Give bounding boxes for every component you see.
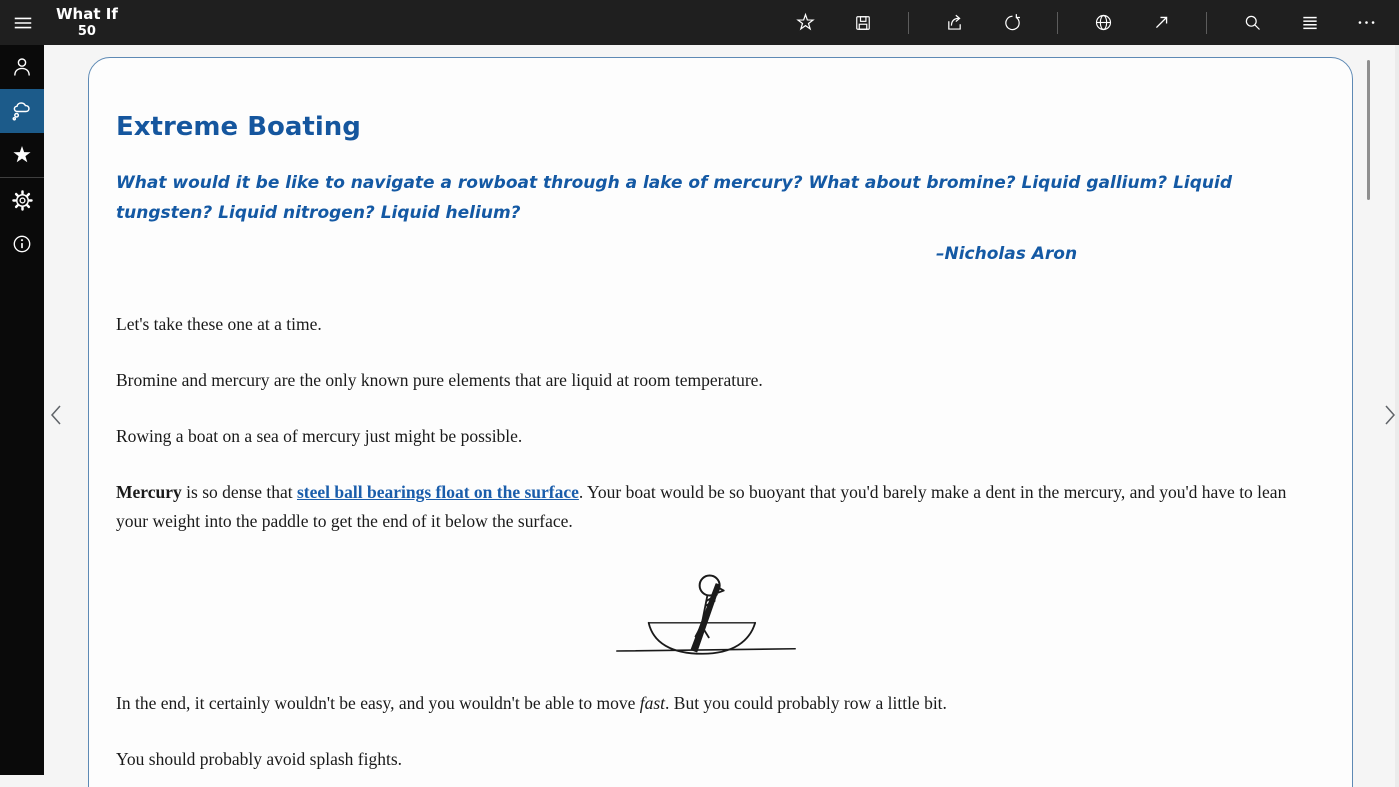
sidebar-item-profile[interactable] (0, 45, 44, 89)
info-icon (11, 233, 33, 255)
ball-bearings-link[interactable]: steel ball bearings float on the surface (296, 482, 579, 502)
more-button[interactable] (1339, 0, 1393, 45)
sidebar-item-favorites[interactable] (0, 133, 44, 177)
share-icon (944, 12, 965, 33)
search-icon (1242, 12, 1263, 33)
favorite-star-icon (795, 12, 816, 33)
chevron-left-icon (49, 403, 63, 427)
italic-text: fast (639, 693, 666, 713)
person-icon (10, 55, 34, 79)
article-title: Extreme Boating (116, 112, 361, 142)
list-button[interactable] (1281, 0, 1339, 45)
more-ellipsis-icon (1356, 12, 1377, 33)
paragraph: Mercury is so dense that steel ball bearings float on the surface. Your boat would be so buoyant that you'd barely make a dent in the mercury, and you'd have to lean your weight into the paddle to get the end of it below the surface. (116, 482, 1287, 531)
paragraph: Rowing a boat on a sea of mercury just might be possible. (116, 426, 523, 446)
favorite-button[interactable] (776, 0, 834, 45)
star-filled-icon (10, 143, 34, 167)
top-app-bar (0, 0, 1399, 45)
gear-icon (11, 189, 34, 212)
hamburger-menu-button[interactable] (0, 0, 46, 45)
open-external-button[interactable] (1132, 0, 1190, 45)
sidebar-nav (0, 45, 44, 775)
chevron-right-icon (1383, 403, 1397, 427)
sidebar-item-what-if[interactable] (0, 89, 44, 133)
rowboat-illustration (116, 570, 1295, 662)
paragraph: You should probably avoid splash fights. (116, 749, 403, 769)
article-page (88, 57, 1353, 787)
thought-bubble-icon (10, 99, 35, 124)
refresh-icon (1002, 12, 1023, 33)
globe-icon (1093, 12, 1114, 33)
topbar-separator (1206, 12, 1207, 34)
topbar-actions (776, 0, 1399, 45)
share-button[interactable] (925, 0, 983, 45)
sidebar-item-settings[interactable] (0, 178, 44, 222)
sidebar-item-info[interactable] (0, 222, 44, 266)
topbar-separator (908, 12, 909, 34)
hamburger-icon (12, 12, 34, 34)
article-question: What would it be like to navigate a rowboat through a lake of mercury? What about bromine? Liquid gallium? Liquid tungsten? Liquid nitrogen? Liquid helium? (116, 173, 1232, 223)
list-icon (1300, 13, 1320, 33)
globe-button[interactable] (1074, 0, 1132, 45)
article-body (116, 310, 1295, 774)
paragraph: Bromine and mercury are the only known pure elements that are liquid at room temperature. (116, 370, 763, 390)
scrollbar-thumb[interactable] (1367, 60, 1370, 200)
question-attribution: –Nicholas Aron (936, 244, 1078, 264)
save-icon (853, 13, 873, 33)
search-button[interactable] (1223, 0, 1281, 45)
bold-text: Mercury (116, 482, 182, 502)
refresh-button[interactable] (983, 0, 1041, 45)
article-number: 50 (77, 24, 96, 39)
app-title-block (56, 5, 118, 40)
save-button[interactable] (834, 0, 892, 45)
app-title: What If (56, 5, 118, 23)
previous-page-button[interactable] (45, 402, 67, 428)
paragraph: Let's take these one at a time. (116, 314, 322, 334)
paragraph: In the end, it certainly wouldn't be easy, and you wouldn't be able to move fast. But you could probably row a little bit. (116, 693, 947, 713)
topbar-separator (1057, 12, 1058, 34)
open-external-arrow-icon (1151, 12, 1172, 33)
next-page-button[interactable] (1379, 402, 1399, 428)
